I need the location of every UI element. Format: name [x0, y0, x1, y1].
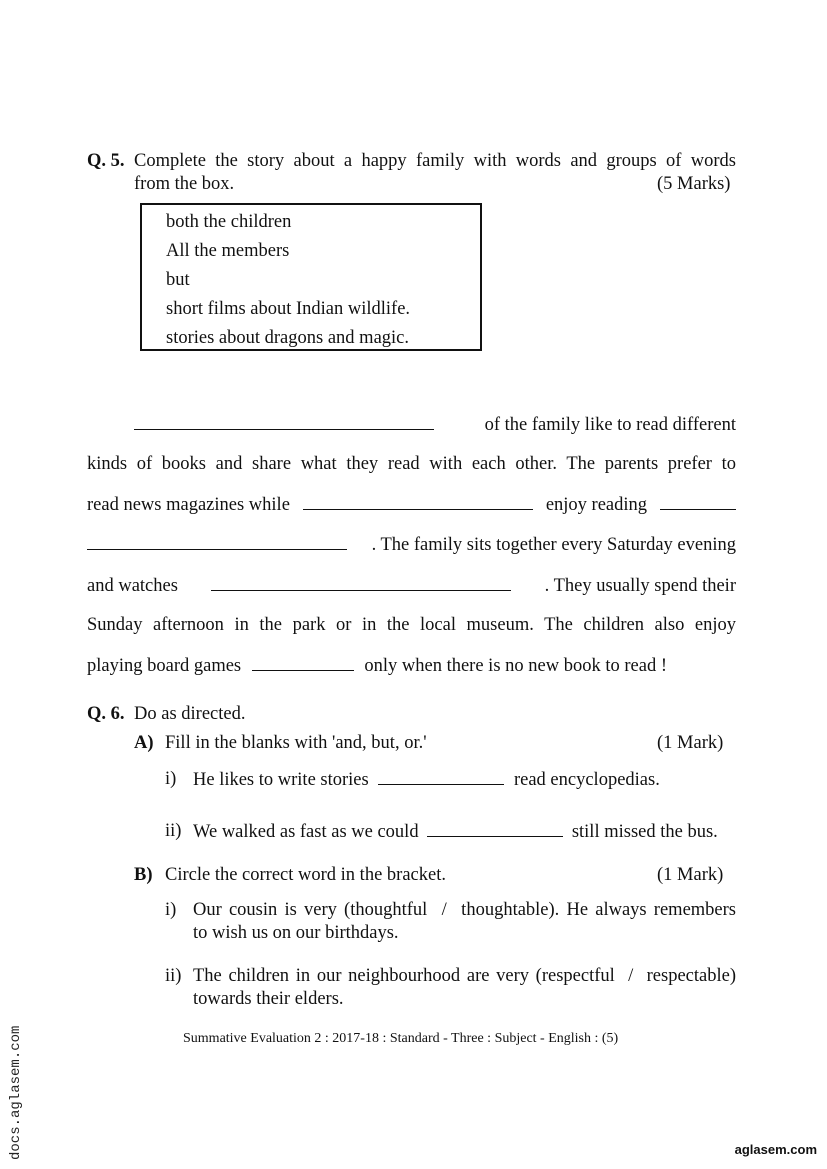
- part-a-item-1-number: i): [165, 769, 177, 789]
- story-line-7: [87, 654, 667, 677]
- question-5-instruction-cont: from the box.: [134, 174, 235, 194]
- item-text: read encyclopedias.: [513, 770, 660, 790]
- story-text: and watches: [87, 576, 178, 596]
- part-a-label: A): [134, 733, 154, 753]
- story-line-4: [87, 533, 736, 556]
- question-6-number: Q. 6.: [87, 704, 125, 724]
- question-6-instruction: Do as directed.: [134, 704, 246, 724]
- story-line-2: kinds of books and share what they read with each other. The parents prefer to: [87, 454, 736, 474]
- story-line-1: [134, 413, 736, 436]
- part-b-item-2-line-2: towards their elders.: [193, 989, 344, 1009]
- story-blank-3[interactable]: [660, 493, 736, 510]
- side-watermark: docs.aglasem.com: [8, 1025, 24, 1160]
- part-b-instruction: Circle the correct word in the bracket.: [165, 865, 446, 885]
- question-5-instruction: Complete the story about a happy family with words and groups of words: [134, 151, 736, 171]
- item-text: We walked as fast as we could: [193, 822, 419, 842]
- question-5-marks: (5 Marks): [657, 174, 731, 194]
- item-text: He likes to write stories: [193, 770, 369, 790]
- word-box-item: but: [166, 270, 190, 290]
- story-blank-4[interactable]: [211, 574, 511, 591]
- question-5-number: Q. 5.: [87, 151, 125, 171]
- story-blank-1[interactable]: [134, 413, 434, 430]
- part-b-item-1-line-2: to wish us on our birthdays.: [193, 923, 399, 943]
- story-text: enjoy reading: [545, 495, 648, 515]
- story-blank-3-cont[interactable]: [87, 533, 347, 550]
- part-b-item-2-number: ii): [165, 966, 182, 986]
- word-box-item: both the children: [166, 212, 292, 232]
- part-b-item-1-line-1[interactable]: Our cousin is very (thoughtful / thoughtable). He always remembers: [193, 900, 736, 920]
- part-a-item-2-number: ii): [165, 821, 182, 841]
- part-b-marks: (1 Mark): [657, 865, 724, 885]
- part-a-item-2: [193, 820, 718, 843]
- part-a-marks: (1 Mark): [657, 733, 724, 753]
- part-a-item-1: [193, 768, 660, 791]
- story-text: . The family sits together every Saturday evening: [371, 535, 736, 555]
- story-text: . They usually spend their: [544, 576, 736, 596]
- story-text: playing board games: [87, 656, 242, 676]
- word-box-item: short films about Indian wildlife.: [166, 299, 411, 319]
- corner-watermark: aglasem.com: [734, 1142, 817, 1157]
- story-text: of the family like to read different: [484, 415, 736, 435]
- part-b-item-2-line-1[interactable]: The children in our neighbourhood are very (respectful / respectable): [193, 966, 736, 986]
- story-blank-2[interactable]: [303, 493, 533, 510]
- story-blank-5[interactable]: [252, 654, 354, 671]
- word-box: [140, 203, 482, 351]
- story-line-3: [87, 493, 736, 516]
- story-line-6: Sunday afternoon in the park or in the local museum. The children also enjoy: [87, 615, 736, 635]
- page-footer: Summative Evaluation 2 : 2017-18 : Standard - Three : Subject - English : (5): [183, 1031, 619, 1046]
- item-text: still missed the bus.: [571, 822, 718, 842]
- part-a-blank-1[interactable]: [378, 768, 504, 785]
- story-text: read news magazines while: [87, 495, 290, 515]
- part-a-instruction: Fill in the blanks with 'and, but, or.': [165, 733, 427, 753]
- word-box-item: stories about dragons and magic.: [166, 328, 410, 348]
- part-b-item-1-number: i): [165, 900, 177, 920]
- story-text: only when there is no new book to read !: [364, 656, 667, 676]
- story-line-5: [87, 574, 736, 597]
- part-b-label: B): [134, 865, 153, 885]
- part-a-blank-2[interactable]: [427, 820, 563, 837]
- word-box-item: All the members: [166, 241, 290, 261]
